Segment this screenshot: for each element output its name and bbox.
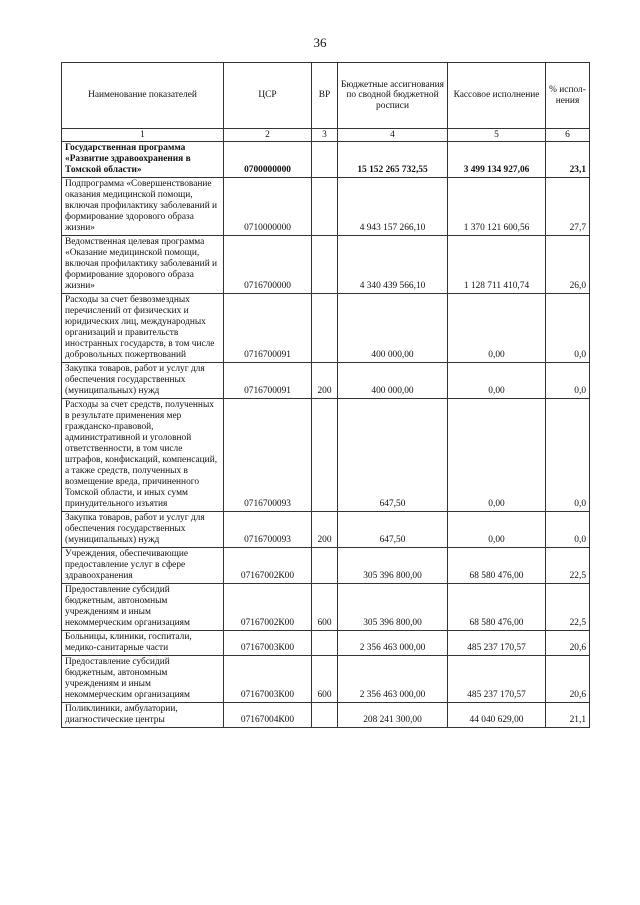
row-pct: 0,0 [546,363,590,399]
row-cash: 3 499 134 927,06 [448,142,546,178]
row-assigned: 400 000,00 [338,363,448,399]
table-row [62,703,590,728]
row-pct: 20,6 [546,631,590,656]
row-assigned: 208 241 300,00 [338,703,448,728]
row-vr [312,703,338,728]
table-row [62,142,590,178]
row-cash: 0,00 [448,363,546,399]
row-pct: 26,0 [546,236,590,294]
row-pct: 0,0 [546,399,590,512]
row-vr [312,548,338,584]
row-assigned: 647,50 [338,399,448,512]
table-row [62,236,590,294]
column-number: 6 [546,129,590,142]
row-vr [312,399,338,512]
header-vr: ВР [312,63,338,129]
row-name: Учреждения, обеспечивающие предоставление услуг в сфере здравоохранения [62,548,224,584]
column-number: 2 [224,129,312,142]
row-csr: 07167002К00 [224,584,312,631]
table-row [62,656,590,703]
header-cash: Кассовое исполнение [448,63,546,129]
row-assigned: 400 000,00 [338,294,448,363]
row-vr [312,294,338,363]
row-name: Предоставление субсидий бюджетным, автономным учреждениям и иным некоммерческим организациям [62,584,224,631]
row-name: Подпрограмма «Совершенствование оказания медицинской помощи, включая профилактику заболеваний и формирование здорового образа жизни» [62,178,224,236]
row-pct: 22,5 [546,584,590,631]
column-number-row [62,129,590,142]
row-cash: 44 040 629,00 [448,703,546,728]
row-vr [312,236,338,294]
row-cash: 68 580 476,00 [448,548,546,584]
row-assigned: 2 356 463 000,00 [338,656,448,703]
header-name: Наименование показателей [62,63,224,129]
row-pct: 27,7 [546,178,590,236]
row-name: Расходы за счет безвозмездных перечислений от физических и юридических лиц, международных организаций и правительств иностранных государств, в том числе добровольных пожертвований [62,294,224,363]
row-csr: 0710000000 [224,178,312,236]
row-vr [312,178,338,236]
row-vr: 200 [312,512,338,548]
row-cash: 485 237 170,57 [448,656,546,703]
row-cash: 1 370 121 600,56 [448,178,546,236]
column-number: 1 [62,129,224,142]
row-csr: 0700000000 [224,142,312,178]
row-pct: 0,0 [546,294,590,363]
header-row [62,63,590,129]
header-assigned: Бюджетные ассигнования по сводной бюджетной росписи [338,63,448,129]
table-row [62,631,590,656]
row-csr: 07167002К00 [224,548,312,584]
budget-table [61,62,590,728]
row-assigned: 305 396 800,00 [338,584,448,631]
row-cash: 68 580 476,00 [448,584,546,631]
table-row [62,512,590,548]
row-vr [312,631,338,656]
row-name: Ведомственная целевая программа «Оказание медицинской помощи, включая профилактику заболеваний и формирование здорового образа жизни» [62,236,224,294]
row-csr: 0716700091 [224,363,312,399]
row-cash: 485 237 170,57 [448,631,546,656]
row-csr: 07167004К00 [224,703,312,728]
header-pct: % испол-нения [546,63,590,129]
row-pct: 22,5 [546,548,590,584]
header-csr: ЦСР [224,63,312,129]
row-csr: 07167003К00 [224,631,312,656]
row-assigned: 305 396 800,00 [338,548,448,584]
column-number: 3 [312,129,338,142]
row-pct: 23,1 [546,142,590,178]
row-vr: 200 [312,363,338,399]
column-number: 5 [448,129,546,142]
table-row [62,178,590,236]
row-cash: 0,00 [448,399,546,512]
table-row [62,399,590,512]
row-cash: 1 128 711 410,74 [448,236,546,294]
row-vr [312,142,338,178]
row-name: Предоставление субсидий бюджетным, автономным учреждениям и иным некоммерческим организациям [62,656,224,703]
row-name: Расходы за счет средств, полученных в результате применения мер гражданско-правовой, административной и уголовной ответственности, в том числе штрафов, конфискаций, компенсаций, а также средств, полученных в возмещение вреда, причиненного Томской области, и иных сумм принудительного изъятия [62,399,224,512]
table-row [62,363,590,399]
row-csr: 0716700091 [224,294,312,363]
row-assigned: 4 943 157 266,10 [338,178,448,236]
row-pct: 0,0 [546,512,590,548]
table-row [62,294,590,363]
row-name: Больницы, клиники, госпитали, медико-санитарные части [62,631,224,656]
row-name: Закупка товаров, работ и услуг для обеспечения государственных (муниципальных) нужд [62,512,224,548]
page-number: 36 [313,35,327,50]
row-csr: 07167003К00 [224,656,312,703]
row-assigned: 647,50 [338,512,448,548]
row-name: Закупка товаров, работ и услуг для обеспечения государственных (муниципальных) нужд [62,363,224,399]
row-vr: 600 [312,656,338,703]
row-cash: 0,00 [448,512,546,548]
column-number: 4 [338,129,448,142]
table-row [62,584,590,631]
row-cash: 0,00 [448,294,546,363]
row-name: Государственная программа «Развитие здравоохранения в Томской области» [62,142,224,178]
row-csr: 0716700000 [224,236,312,294]
row-pct: 20,6 [546,656,590,703]
row-csr: 0716700093 [224,512,312,548]
row-assigned: 2 356 463 000,00 [338,631,448,656]
row-csr: 0716700093 [224,399,312,512]
table-row [62,548,590,584]
row-assigned: 15 152 265 732,55 [338,142,448,178]
row-assigned: 4 340 439 566,10 [338,236,448,294]
row-vr: 600 [312,584,338,631]
row-pct: 21,1 [546,703,590,728]
row-name: Поликлиники, амбулатории, диагностические центры [62,703,224,728]
